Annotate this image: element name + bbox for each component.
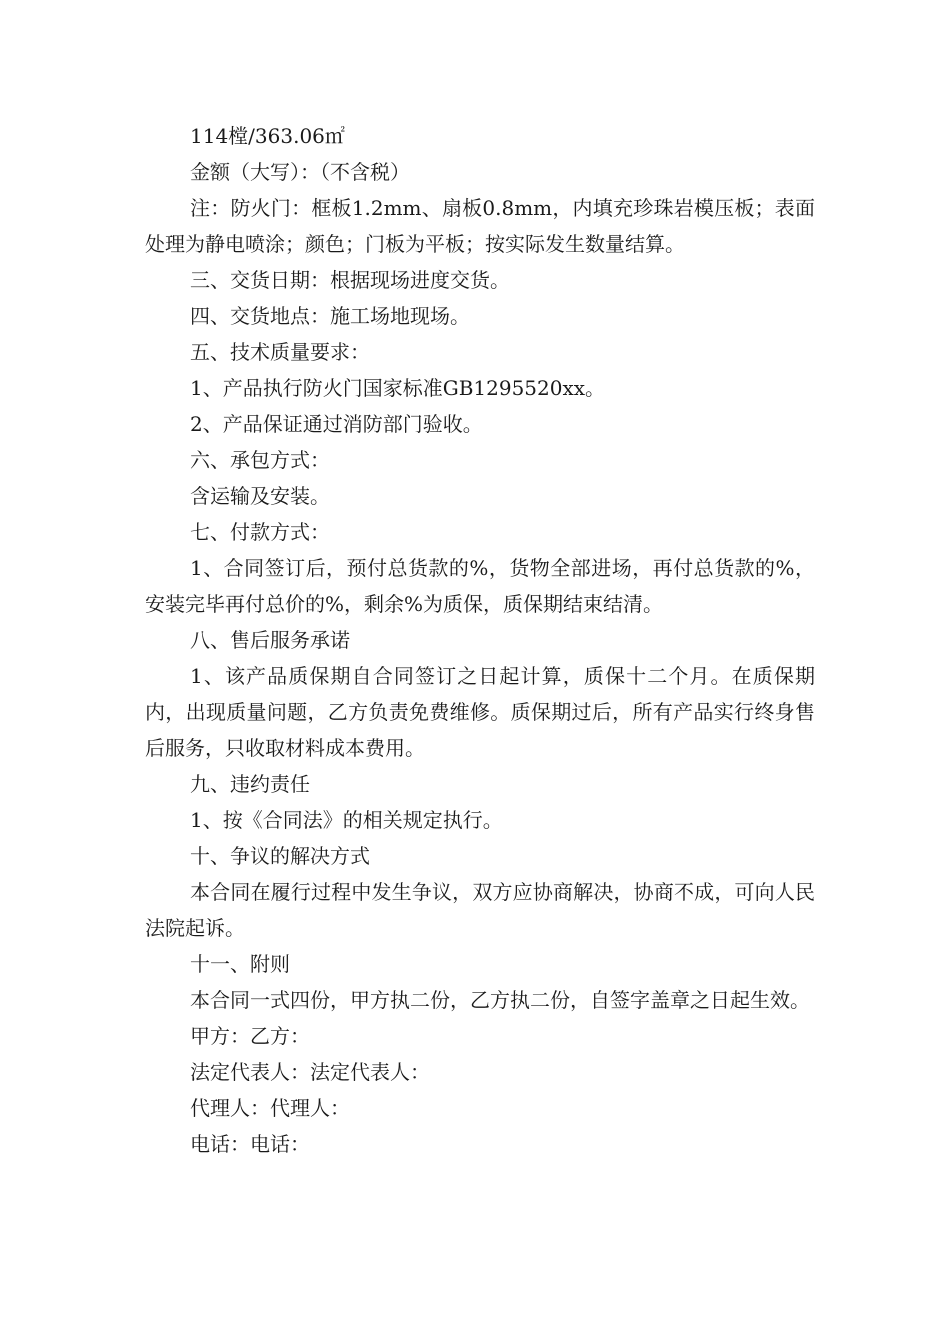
signature-phone: 电话：电话： [190,1132,310,1156]
appendix-text: 本合同一式四份，甲方执二份，乙方执二份，自签字盖章之日起生效。 [190,988,810,1012]
note-paragraph: 注：防火门：框板1.2mm、扇板0.8mm，内填充珍珠岩模压板；表面处理为静电喷涂；颜色；门板为平板；按实际发生数量结算。 [145,196,815,256]
section-payment-heading: 七、付款方式： [190,520,330,544]
quality-item-1: 1、产品执行防火门国家标准GB1295520xx。 [190,376,606,400]
section-contract-mode-heading: 六、承包方式： [190,448,330,472]
signature-parties: 甲方：乙方： [190,1024,310,1048]
section-quality-heading: 五、技术质量要求： [190,340,370,364]
amount-line: 金额（大写）：（不含税） [190,160,410,184]
section-after-sales-heading: 八、售后服务承诺 [190,628,350,652]
payment-item-1: 1、合同签订后，预付总货款的%，货物全部进场，再付总货款的%，安装完毕再付总价的%，剩余%为质保，质保期结束结清。 [145,556,815,616]
quality-item-2: 2、产品保证通过消防部门验收。 [190,412,483,436]
dispute-text: 本合同在履行过程中发生争议，双方应协商解决，协商不成，可向人民法院起诉。 [145,880,815,940]
liability-item-1: 1、按《合同法》的相关规定执行。 [190,808,503,832]
signature-agent: 代理人：代理人： [190,1096,350,1120]
signature-legal-representative: 法定代表人：法定代表人： [190,1060,430,1084]
after-sales-item-1: 1、该产品质保期自合同签订之日起计算，质保十二个月。在质保期内，出现质量问题，乙方负责免费维修。质保期过后，所有产品实行终身售后服务，只收取材料成本费用。 [145,664,815,760]
section-delivery-date: 三、交货日期：根据现场进度交货。 [190,268,510,292]
section-delivery-place: 四、交货地点：施工场地现场。 [190,304,470,328]
contract-mode-text: 含运输及安装。 [190,484,330,508]
quantity-line: 114樘/363.06㎡ [190,124,345,148]
section-dispute-heading: 十、争议的解决方式 [190,844,370,868]
section-appendix-heading: 十一、附则 [190,952,290,976]
document-body [145,118,815,1162]
section-liability-heading: 九、违约责任 [190,772,310,796]
